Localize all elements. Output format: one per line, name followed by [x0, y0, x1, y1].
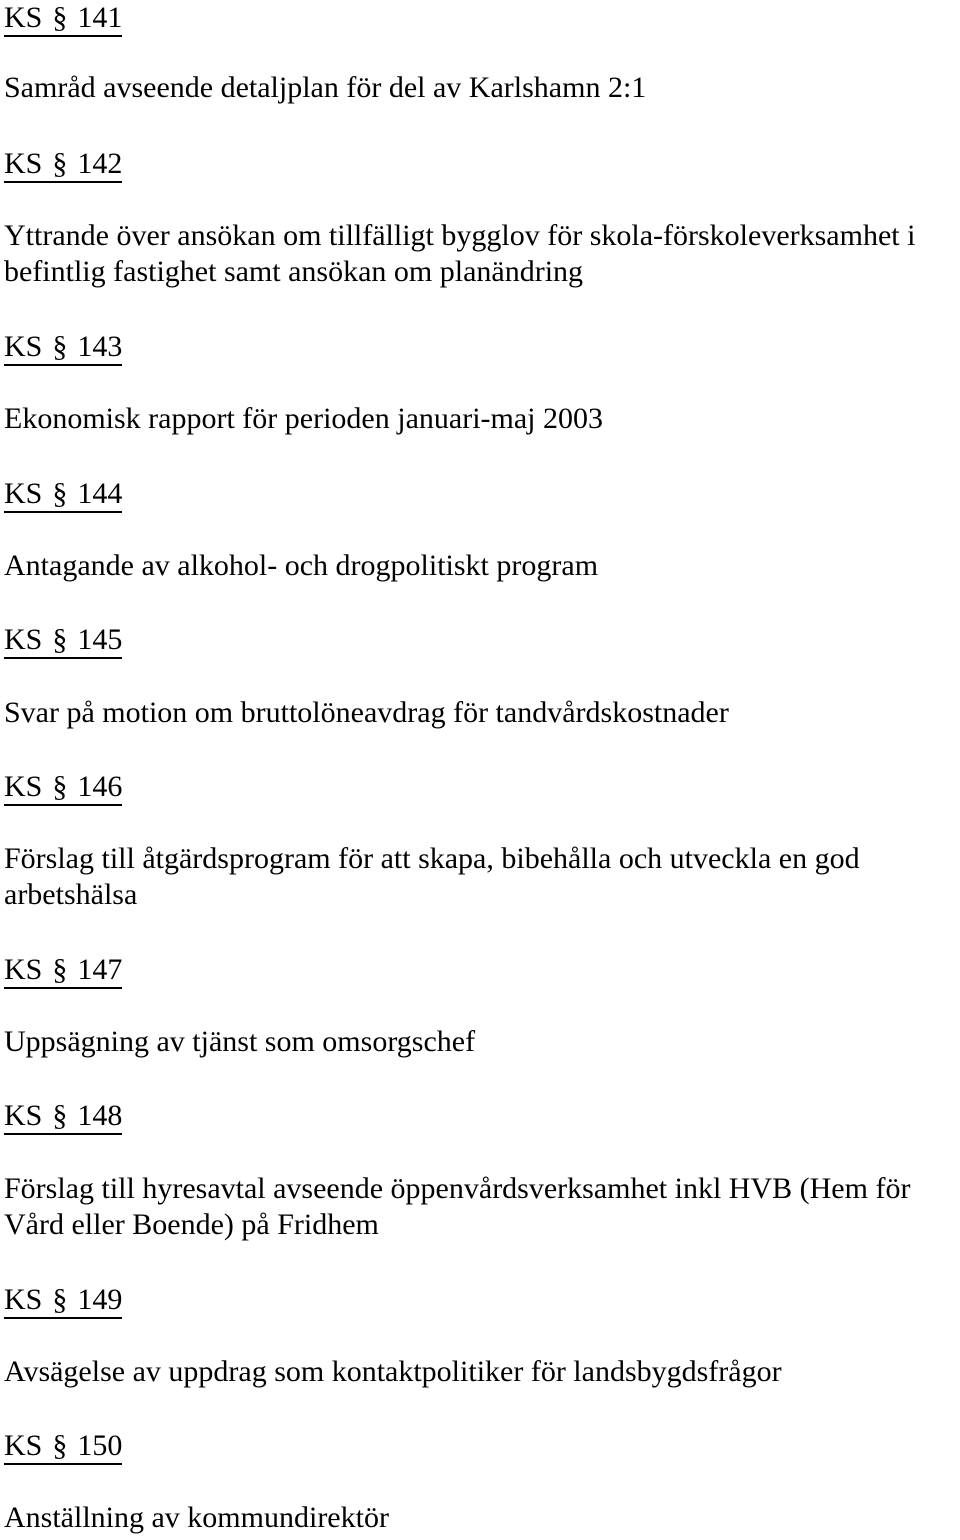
ks-reference-148 [4, 1098, 956, 1135]
ks-reference-150 [4, 1428, 956, 1465]
section-title-145: Svar på motion om bruttolöneavdrag för tandvårdskostnader [4, 696, 729, 729]
section-number: 147 [77, 953, 123, 986]
section-number: 143 [77, 330, 123, 363]
ks-prefix: KS [4, 953, 43, 986]
section-sign: § [52, 1, 68, 34]
ks-reference-149 [4, 1282, 956, 1319]
ks-reference-141 [4, 0, 956, 37]
section-sign: § [52, 477, 68, 510]
ks-prefix: KS [4, 147, 43, 180]
section-title-143: Ekonomisk rapport för perioden januari-maj 2003 [4, 402, 604, 435]
ks-prefix: KS [4, 1283, 43, 1316]
section-sign: § [52, 1429, 68, 1462]
section-sign: § [52, 953, 68, 986]
section-title-141: Samråd avseende detaljplan för del av Karlshamn 2:1 [4, 71, 647, 104]
section-title-150: Anställning av kommundirektör [4, 1501, 389, 1534]
section-number: 141 [77, 1, 123, 34]
section-number: 148 [77, 1099, 123, 1132]
section-title-144: Antagande av alkohol- och drogpolitiskt program [4, 549, 599, 582]
section-number: 149 [77, 1283, 123, 1316]
ks-reference-147 [4, 952, 956, 989]
section-title-147: Uppsägning av tjänst som omsorgschef [4, 1025, 476, 1058]
section-number: 142 [77, 147, 123, 180]
ks-prefix: KS [4, 330, 43, 363]
ks-prefix: KS [4, 1429, 43, 1462]
ks-reference-145 [4, 622, 956, 659]
section-title-146: Förslag till åtgärdsprogram för att skapa, bibehålla och utveckla en god arbetshälsa [4, 842, 860, 911]
ks-reference-146 [4, 769, 956, 806]
section-sign: § [52, 1099, 68, 1132]
section-number: 145 [77, 623, 123, 656]
section-sign: § [52, 770, 68, 803]
section-sign: § [52, 147, 68, 180]
ks-reference-142 [4, 146, 956, 183]
section-sign: § [52, 330, 68, 363]
ks-prefix: KS [4, 623, 43, 656]
ks-reference-144 [4, 476, 956, 513]
ks-prefix: KS [4, 1099, 43, 1132]
ks-prefix: KS [4, 477, 43, 510]
ks-prefix: KS [4, 1, 43, 34]
section-title-148: Förslag till hyresavtal avseende öppenvårdsverksamhet inkl HVB (Hem för Vård eller Boende) på Fridhem [4, 1172, 911, 1241]
section-sign: § [52, 1283, 68, 1316]
ks-prefix: KS [4, 770, 43, 803]
section-number: 146 [77, 770, 123, 803]
section-number: 144 [77, 477, 123, 510]
section-title-149: Avsägelse av uppdrag som kontaktpolitiker för landsbygdsfrågor [4, 1355, 782, 1388]
section-sign: § [52, 623, 68, 656]
section-title-142: Yttrande över ansökan om tillfälligt bygglov för skola-förskoleverksamhet i befintlig fastighet samt ansökan om planändring [4, 219, 916, 288]
ks-reference-143 [4, 329, 956, 366]
section-number: 150 [77, 1429, 123, 1462]
